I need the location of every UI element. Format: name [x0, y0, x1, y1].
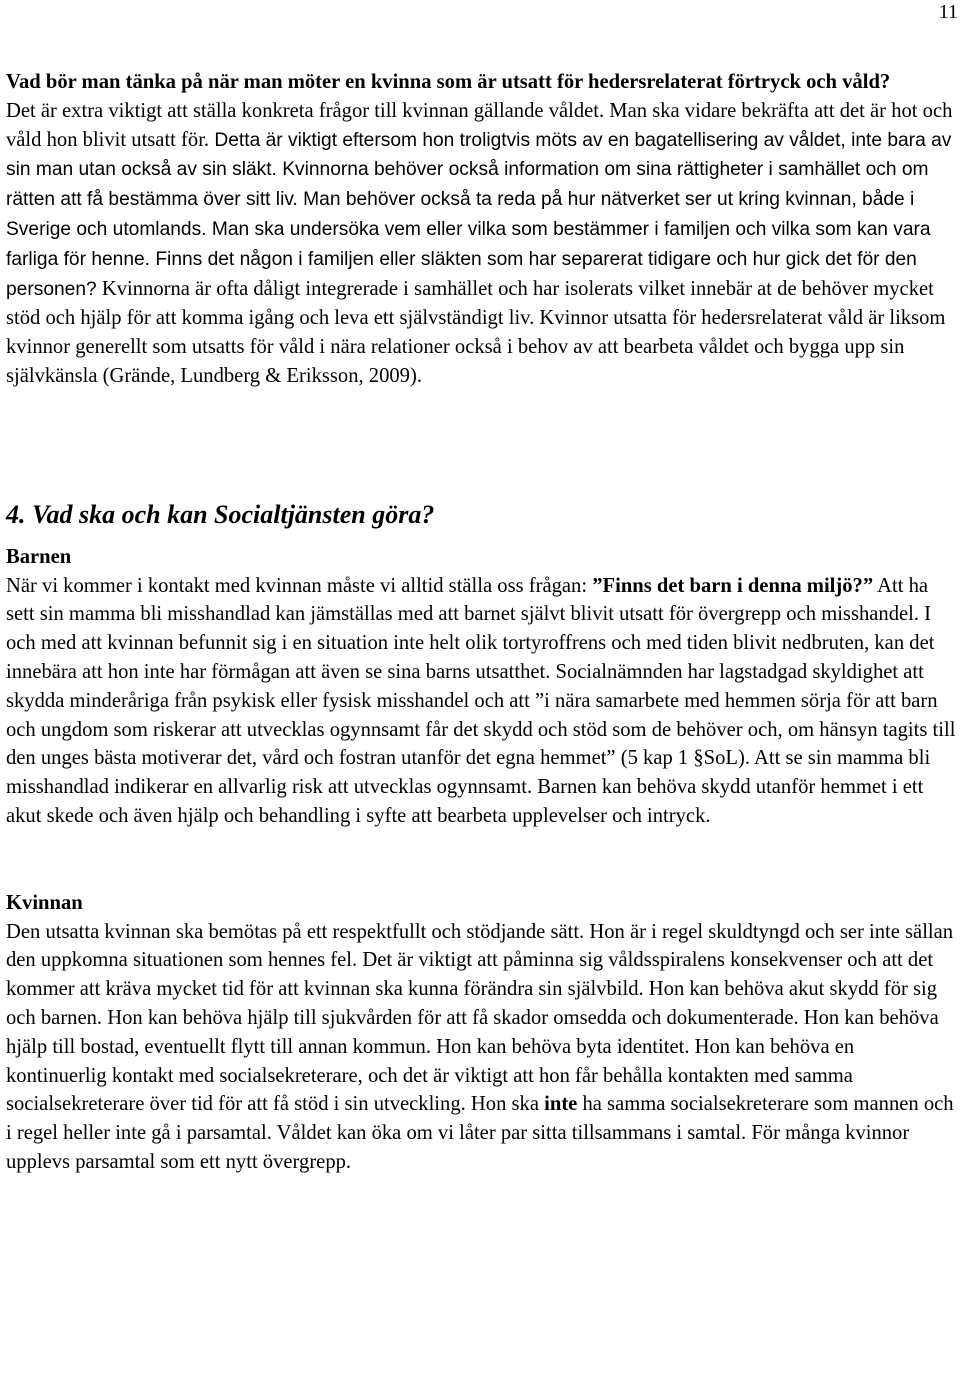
intro-text-serif: Det är extra viktigt att ställa konkreta frågor till kvinnan gällande våldet. Man ska vidare bekräfta att det är hot och våld hon blivit utsatt för.: [6, 99, 953, 151]
kvinnan-bold-word: inte: [544, 1093, 578, 1116]
barnen-text-body: Att ha sett sin mamma bli misshandlad kan jämställas med att barnet självt blivit utsatt för övergrepp och misshandel. I och med att kvinnan befunnit sig i en situation inte helt olik tortyroffrens och med tiden blivit nedbruten, kan det innebära att hon inte har förmågan att även se sina barns utsatthet. Socialnämnden har lagstadgad skyldighet att skydda minderåriga från psykisk eller fysisk misshandel och att ”i nära samarbete med hemmen sörja för att barn och ungdom som riskerar att utvecklas ogynnsamt får det skydd och stöd som de behöver och, om hänsyn tagits till den unges bästa motiverar det, vård och fostran utanför det egna hemmet” (5 kap 1 §SoL). Att se sin mamma bli misshandlad indikerar en allvarlig risk att utvecklas ogynnsamt. Barnen kan behöva skydd utanför hemmet i ett akut skede och även hjälp och behandling i syfte att bearbeta upplevelser och intryck.: [6, 574, 956, 827]
intro-question-heading: Vad bör man tänka på när man möter en kvinna som är utsatt för hedersrelaterat förtryck och våld?: [6, 71, 891, 93]
section-heading: 4. Vad ska och kan Socialtjänsten göra?: [6, 499, 435, 529]
intro-paragraph: [6, 97, 956, 391]
barnen-text-intro: När vi kommer i kontakt med kvinnan måste vi alltid ställa oss frågan:: [6, 574, 593, 597]
intro-text-sans: Detta är viktigt eftersom hon troligtvis möts av en bagatellisering av våldet, inte bara av sin man utan också av sin släkt. Kvinnorna behöver också information om sina rättigheter i samhället och om rätten att få bestämma över sitt liv. Man behöver också ta reda på hur nätverket ser ut kring kvinnan, både i Sverige och utomlands. Man ska undersöka vem eller vilka som bestämmer i familjen och vilka som kan vara farliga för henne. Finns det någon i familjen eller släkten som har separerat tidigare och hur gick det för den personen?: [6, 129, 952, 300]
intro-text-serif-end: Kvinnorna är ofta dåligt integrerade i samhället och har isolerats vilket innebär at de behöver mycket stöd och hjälp för att komma igång och leva ett självständigt liv. Kvinnor utsatta för hedersrelaterat våld är liksom kvinnor generellt som utsatts för våld i nära relationer också i behov av att bearbeta våldet och bygga upp sin självkänsla (Grände, Lundberg & Eriksson, 2009).: [6, 277, 946, 387]
kvinnan-paragraph: [6, 918, 956, 1177]
kvinnan-text-intro: Den utsatta kvinnan ska bemötas på ett respektfullt och stödjande sätt. Hon är i regel skuldtyngd och ser inte sällan den uppkomna situationen som hennes fel. Det är viktigt att påminna sig våldsspiralens konsekvenser och att det kommer att kräva mycket tid för att kvinnan ska kunna förändra sin självbild. Hon kan behöva akut skydd för sig och barnen. Hon kan behöva hjälp till sjukvården för att få skador omsedda och dokumenterade. Hon kan behöva hjälp till bostad, eventuellt flytt till annan kommun. Hon kan behöva byta identitet. Hon kan behöva en kontinuerlig kontakt med socialsekreterare, och det är viktigt att hon får behålla kontakten med samma socialsekreterare över tid för att få stöd i sin utveckling. Hon ska: [6, 920, 954, 1116]
barnen-heading: Barnen: [6, 545, 72, 568]
barnen-paragraph: [6, 572, 956, 831]
kvinnan-text-body: ha samma socialsekreterare som mannen och i regel heller inte gå i parsamtal. Våldet kan öka om vi låter par sitta tillsammans i samtal. För många kvinnor upplevs parsamtal som ett nytt övergrepp.: [6, 1093, 954, 1173]
document-body: [6, 68, 956, 1177]
page-number: 11: [938, 1, 958, 23]
kvinnan-heading: Kvinnan: [6, 891, 83, 914]
barnen-bold-question: ”Finns det barn i denna miljö?”: [592, 574, 874, 597]
